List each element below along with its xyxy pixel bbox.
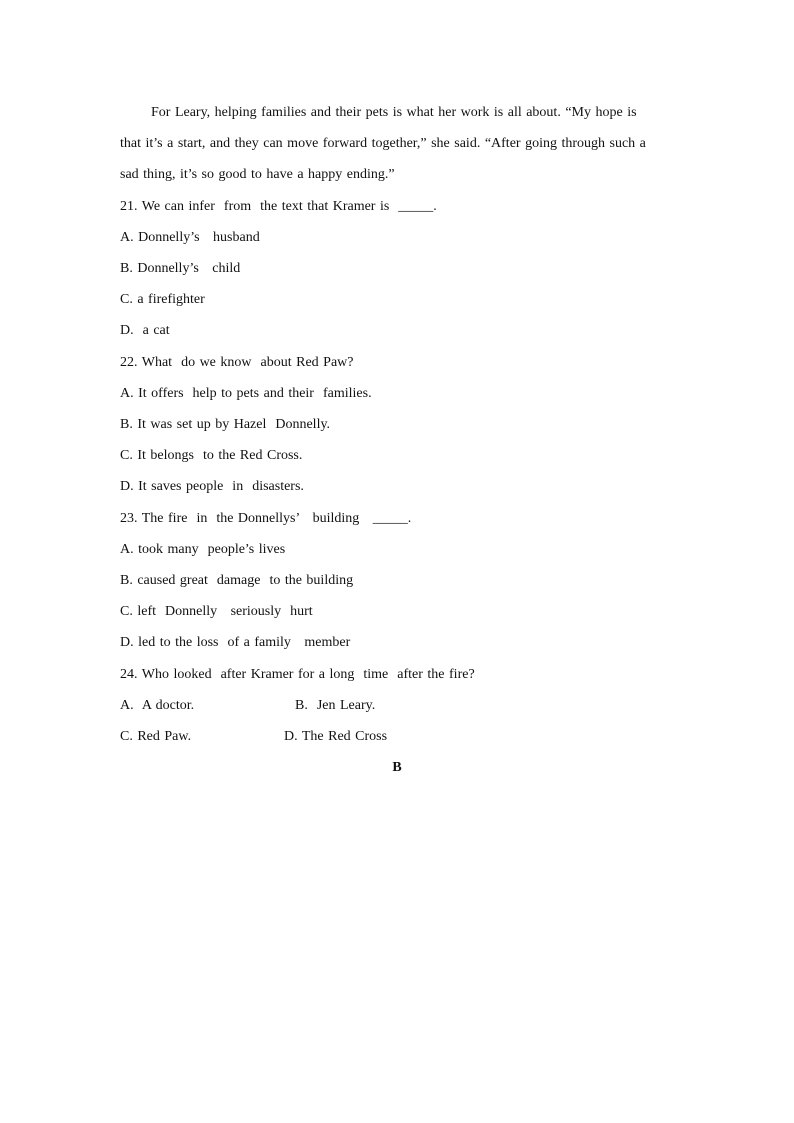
option-c: C. a firefighter	[120, 292, 205, 308]
question-stem: 22. What do we know about Red Paw?	[120, 354, 354, 370]
option-d: D. a cat	[120, 323, 170, 339]
question-21	[120, 191, 660, 347]
option-a: A. Donnelly’s husband	[120, 229, 260, 245]
question-stem: 21. We can infer from the text that Kramer is _____.	[120, 198, 437, 214]
option-d: D. led to the loss of a family member	[120, 635, 351, 651]
option-a: A. It offers help to pets and their families.	[120, 385, 372, 401]
option-d: D. The Red Cross	[284, 729, 388, 745]
section-label: B	[392, 760, 402, 776]
option-b: B. It was set up by Hazel Donnelly.	[120, 417, 331, 433]
question-23	[120, 503, 660, 659]
option-a: A. took many people’s lives	[120, 541, 286, 557]
option-row-2	[120, 721, 660, 752]
option-c: C. It belongs to the Red Cross.	[120, 448, 303, 464]
option-b: B. Jen Leary.	[295, 697, 376, 713]
option-a: A. A doctor.	[120, 697, 195, 713]
option-row-1	[120, 690, 660, 721]
question-22	[120, 347, 660, 503]
option-b: B. caused great damage to the building	[120, 573, 354, 589]
option-c: C. left Donnelly seriously hurt	[120, 604, 313, 620]
option-c: C. Red Paw.	[120, 729, 192, 745]
option-b: B. Donnelly’s child	[120, 261, 241, 277]
question-stem: 24. Who looked after Kramer for a long time after the fire?	[120, 666, 475, 682]
option-d: D. It saves people in disasters.	[120, 479, 304, 495]
question-24	[120, 659, 660, 753]
document-content	[120, 97, 660, 783]
question-stem: 23. The fire in the Donnellys’ building _____.	[120, 510, 412, 526]
passage-paragraph: For Leary, helping families and their pets is what her work is all about. “My hope is that it’s a start, and they can move forward together,” she said. “After going through such a sad thing, it’s so good to have a happy ending.”	[120, 105, 646, 183]
